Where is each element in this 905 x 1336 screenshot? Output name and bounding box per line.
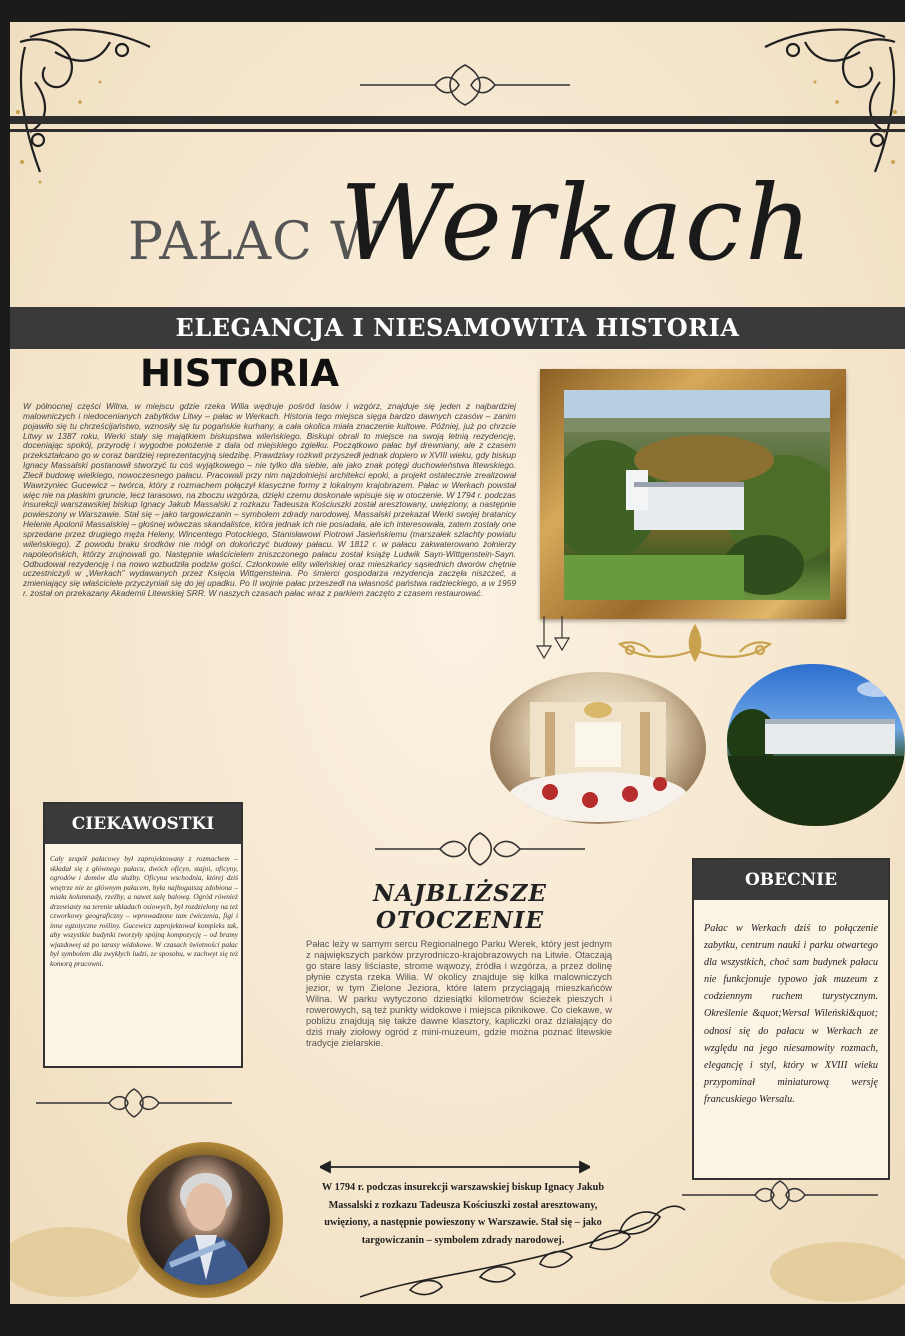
palace-aerial-photo (564, 390, 830, 600)
bottom-frame (0, 1304, 905, 1336)
obecnie-heading: OBECNIE (694, 860, 888, 900)
ballroom-photo (490, 672, 706, 824)
corner-flourish-icon (10, 22, 170, 192)
palace-photo (727, 664, 905, 826)
subtitle-banner: ELEGANCJA I NIESAMOWITA HISTORIA (10, 307, 905, 349)
hanging-lamp-icon (534, 616, 574, 666)
historia-text: W północnej części Wilna, w miejscu gdzie rzeka Wilia wędruje pośród lasów i wzgórz, znajduje się jeden z najbardziej malowniczych i niedocenianych zabytków Litwy – pałac w Werkach. Historia tego miejsca sięga bardzo dawnych czasów – zanim pojawiło się tu chrześcijaństwo, wznosiły się tu pogańskie kurhany, a cała okolica miała znaczenie kultowe. Później, już po chrzcie Litwy w 1387 roku, Werki stały się majątkiem biskupstwa wileńskiego. Biskupi obrali to miejsce na swoją letnią rezydencję, doceniając spokój, przyrodę i wygodne położenie z dala od miejskiego zgiełku. Początkowo pałac był drewniany, ale z czasem przekształcano go w coraz bardziej reprezentacyjną siedzibę. Prawdziwy rozkwit przyszedł jednak dopiero w XVIII wieku, gdy biskup Ignacy Massalski postanowił stworzyć tu coś wyjątkowego – nie tylko dla siebie, ale jako znak potęgi duchowieństwa litewskiego. Zlecił budowę wielkiego, nowoczesnego pałacu. Pracowali przy nim najzdolniejsi architekci epoki, a projekt ostatecznie zrealizował Wawrzyniec Gucewicz – twórca, który z rozmachem połączył klasyczne formy z lokalnym krajobrazem. Pałac w Werkach powstał więc nie na płaskim gruncie, lecz tarasowo, na zboczu wzgórza, dzięki czemu doskonale wpisuje się w otoczenie. W 1794 r. podczas insurekcji warszawskiej biskup Ignacy Jakub Massalski z rozkazu Tadeusza Kościuszki został aresztowany, uwięziony, a następnie powieszony w Warszawie. Stał się – jako targowiczanin – symbolem zdrady narodowej. Massalski przekazał Werki swojej bratanicy Helenie Apolonii Massalskiej – głośnej wówczas skandalistce, która jednak ich nie posiadała, ale ich interesowała, zatem zostały one sprzedane przez drugiego męża Heleny, Wincentego Potockiego, Stanisławowi Piotrowi Jasieńskiemu (marszałek szlachty powiatu wileńskiego). Z powodu braku środków nie mógł on dokończyć budowy pałacu. W 1812 r. w pałacu zakwaterowano żołnierzy napoleońskich, którzy zrujnowali go. Następnie właścicielem zniszczonego pałacu został książę Ludwik Sayn-Wittgenstein-Sayn. Odbudował rezydencję i na nowo wzbudziła podziw gości. Członkowie elity wileńskiej oraz mieszkańcy sąsiednich dworów chętnie uczestniczyli w „Werkach” wydawanych przez Księcia Wittgensteina. Po śmierci gospodarza rezydencja zaczęła niszczeć, a zmieniający się właściciele przyczyniali się do jej upadku. Po II wojnie pałac przeszedł na własność państwa radzieckiego, a w 1959 r. został on przekazany Akademii Litewskiej SRR. W naszych czasach pałac wraz z parkiem zaczęto z czasem restaurować. (23, 401, 516, 599)
ornament-divider-icon (355, 60, 575, 110)
otoczenie-heading: NAJBLIŻSZE OTOCZENIE (373, 880, 547, 934)
title-prefix: PAŁAC W (128, 212, 385, 272)
ornament-divider-icon (34, 1086, 234, 1120)
gold-dust-icon (10, 1192, 905, 1304)
title-script: Werkach (340, 162, 814, 284)
poster (10, 22, 905, 1304)
otoczenie-text: Pałac leży w samym sercu Regionalnego Parku Werek, który jest jednym z największych parków przyrodniczo-krajobrazowych na Litwie. Otaczają go stare lasy liściaste, strome wąwozy, źródła i wzgórza, a przez dolinę płynie czysta rzeka Wilia. W okolicy znajduje się kilka malowniczych jezior, w tym Zielone Jeziora, które latem przyciągają mieszkańców Wilna. W parku wytyczono dziesiątki kilometrów ścieżek pieszych i rowerowych, są też punkty widokowe i miejsca piknikowe. Co ciekawe, w pobliżu znajdują się także dawne klasztory, kapliczki oraz działający do dziś mały ziołowy ogród z mini-muzeum, gdzie można poznać litewskie tradycje zielarskie. (306, 938, 612, 1048)
historia-heading: HISTORIA (140, 352, 339, 395)
obecnie-text: Pałac w Werkach dziś to połączenie zabytku, centrum nauki i parku otwartego dla wszystkich, choć sam budynek pałacu nie funkcjonuje typowo jak muzeum z codziennym ruchem turystycznym. Określenie &quot;Wersal Wileński&quot; odnosi się do pałacu w Werkach ze względu na jego niesamowity rozmach, elegancję i styl, który w XVIII wieku przypominał miniaturową wersję francuskiego Wersalu. (704, 923, 878, 1105)
gold-ornament-icon (610, 620, 780, 672)
ciekawostki-text: Cały zespół pałacowy był zaprojektowany z rozmachem – składał się z głównego pałacu, dwóch oficyn, stajni, oficyny, ogrodów i domów dla służby. Oficyna wschodnia, której dziś wnętrze nie ze głównym pałacem, była najbogatszą zdobiona – miała kolumnady, rzeźby, a nawet salę balową. Ogród również drzewiasty na terenie układach osiowych, był rozdzielony na też czworkowy geograficzny – wprowadzone tam ćwiczenia, figi i inne egzotyczne rośliny. Gucewicz zaprojektował kompleks tak, aby wszystkie budynki tworzyły spójną kompozycję – od bramy wjazdowej aż po tarasy widokowe. W czasach świetności pałac był symbolem dla zwykłych ludzi, ze sposobu, w zachwyt się też komorą pracowni. (50, 854, 238, 968)
ciekawostki-heading: CIEKAWOSTKI (45, 804, 241, 844)
arrow-line-icon (320, 1160, 590, 1174)
ornament-divider-icon (370, 829, 590, 869)
quote-text: W 1794 r. podczas insurekcji warszawskiej biskup Ignacy Jakub Massalski z rozkazu Tadeusza Kościuszki został aresztowany, uwięziony, a następnie powieszony w Warszawie. Stał się – jako targowiczanin – symbolem zdrady narodowej. (321, 1182, 605, 1246)
